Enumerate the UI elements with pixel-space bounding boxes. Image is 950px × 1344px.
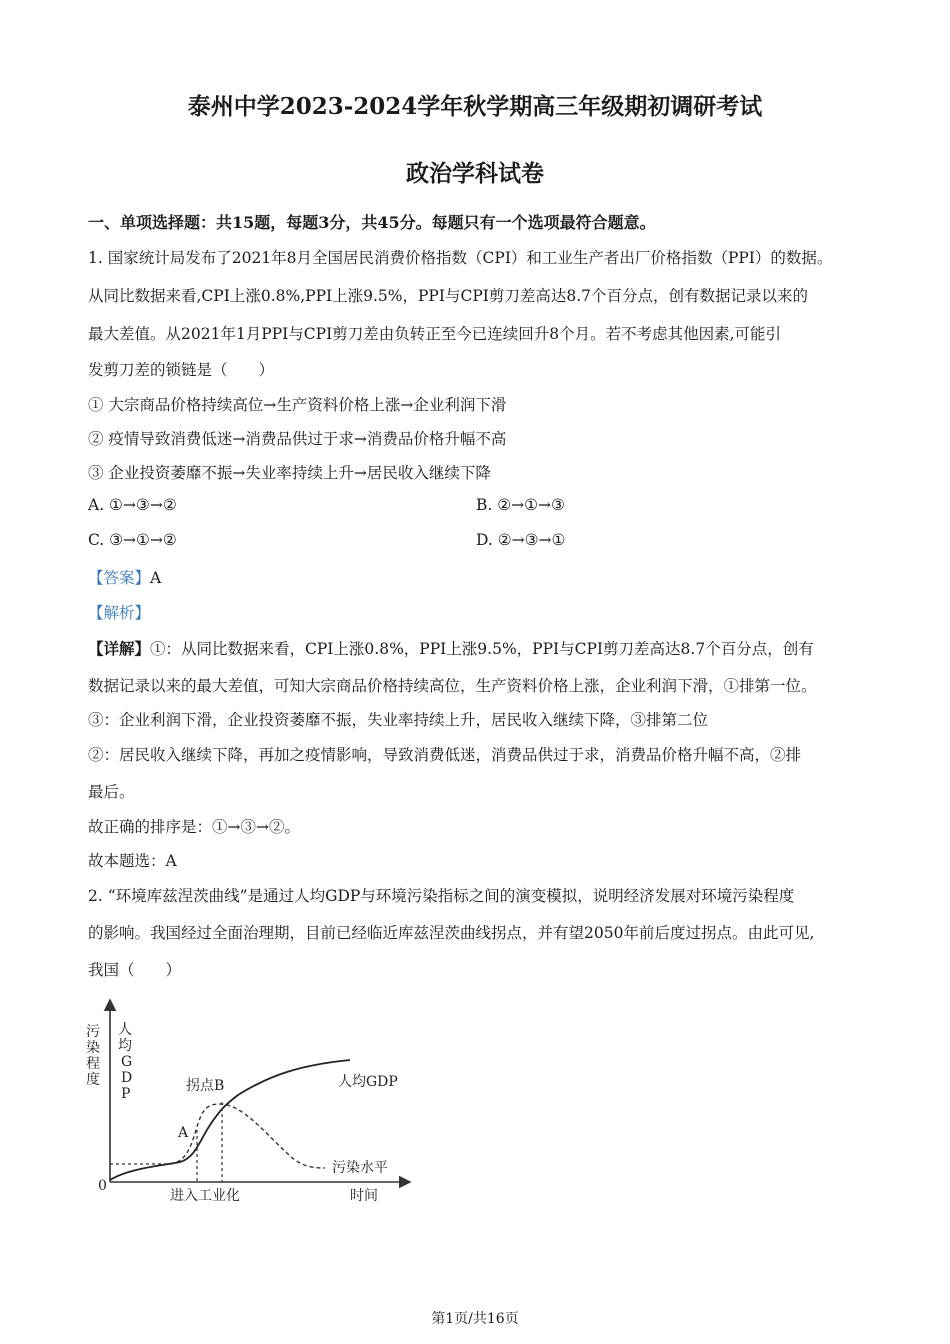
pollution-curve-label: 污染水平 xyxy=(332,1160,388,1176)
answer-value: A xyxy=(150,569,162,587)
svg-text:染: 染 xyxy=(86,1040,100,1056)
svg-text:污: 污 xyxy=(86,1024,100,1040)
q1-stem-line: 发剪刀差的锁链是（ ） xyxy=(88,361,275,379)
svg-text:P: P xyxy=(121,1086,131,1102)
q1-option-d: D. ②→③→① xyxy=(476,531,566,549)
answer-label: 【答案】 xyxy=(88,569,151,587)
q2-stem-line: 2. “环境库兹涅茨曲线”是通过人均GDP与环境污染指标之间的演变模拟，说明经济发展对环境污染程度 xyxy=(88,887,795,905)
svg-text:G: G xyxy=(121,1054,133,1070)
gdp-curve-label: 人均GDP xyxy=(338,1074,398,1090)
detail-label: 【详解】 xyxy=(88,639,151,658)
q1-stem-line: 从同比数据来看,CPI上涨0.8%,PPI上涨9.5%，PPI与CPI剪刀差高达8.7个百分点，创有数据记录以来的 xyxy=(88,287,809,305)
svg-text:D: D xyxy=(121,1070,133,1086)
q2-stem-line: 的影响。我国经过全面治理期，目前已经临近库兹涅茨曲线拐点，并有望2050年前后度过拐点。由此可见, xyxy=(88,924,815,942)
svg-text:均: 均 xyxy=(118,1038,132,1054)
q1-item-1: ① 大宗商品价格持续高位→生产资料价格上涨→企业利润下滑 xyxy=(88,396,507,414)
q1-stem-line: 最大差值。从2021年1月PPI与CPI剪刀差由负转正至今已连续回升8个月。若不考虑其他因素,可能引 xyxy=(88,325,781,343)
turning-point-b-label: 拐点B xyxy=(186,1078,225,1094)
svg-text:度: 度 xyxy=(86,1072,100,1088)
exam-title: 泰州中学2023-2024学年秋学期高三年级期初调研考试 xyxy=(187,93,763,120)
q1-detail-line xyxy=(88,637,814,659)
svg-text:人: 人 xyxy=(118,1022,132,1038)
q1-item-2: ② 疫情导致消费低迷→消费品供过于求→消费品价格升幅不高 xyxy=(88,430,507,448)
q1-answer xyxy=(88,566,161,588)
q1-option-b: B. ②→①→③ xyxy=(476,496,565,514)
q1-detail-line: 数据记录以来的最大差值，可知大宗商品价格持续高位，生产资料价格上涨，企业利润下滑，①排第一位。 xyxy=(88,677,817,695)
q1-detail-line: 故本题选：A xyxy=(88,852,177,870)
exam-subtitle: 政治学科试卷 xyxy=(406,160,544,187)
q1-stem-line: 1. 国家统计局发布了2021年8月全国居民消费价格指数（CPI）和工业生产者出厂价格指数（PPI）的数据。 xyxy=(88,249,833,267)
q1-option-c: C. ③→①→② xyxy=(88,531,177,549)
detail-text: ①：从同比数据来看，CPI上涨0.8%，PPI上涨9.5%，PPI与CPI剪刀差高达8.7个百分点，创有 xyxy=(150,640,814,658)
y-axis-label-gdp xyxy=(118,1022,132,1102)
q1-detail-line: 最后。 xyxy=(88,783,135,801)
q1-detail-line: ③：企业利润下滑，企业投资萎靡不振，失业率持续上升，居民收入继续下降，③排第二位 xyxy=(88,711,709,729)
x-mark-label: 进入工业化 xyxy=(170,1188,240,1204)
svg-text:程: 程 xyxy=(86,1056,100,1072)
section-heading: 一、单项选择题：共15题，每题3分，共45分。每题只有一个选项最符合题意。 xyxy=(88,213,656,232)
pollution-curve xyxy=(170,1104,325,1168)
q1-detail-line: ②：居民收入继续下降，再加之疫情影响，导致消费低迷，消费品供过于求，消费品价格升幅不高，②排 xyxy=(88,746,802,764)
q1-option-a: A. ①→③→② xyxy=(88,496,177,514)
q1-detail-line: 故正确的排序是：①→③→②。 xyxy=(88,818,300,836)
origin-label: 0 xyxy=(98,1178,107,1194)
page-footer: 第1页/共16页 xyxy=(431,1311,519,1327)
q1-item-3: ③ 企业投资萎靡不振→失业率持续上升→居民收入继续下降 xyxy=(88,464,491,482)
gdp-curve xyxy=(110,1060,350,1180)
q2-stem-line: 我国（ ） xyxy=(88,961,182,979)
x-axis-label: 时间 xyxy=(350,1188,378,1204)
analysis-label: 【解析】 xyxy=(88,604,151,622)
y-axis-label-pollution xyxy=(86,1024,100,1088)
kuznets-curve-figure xyxy=(80,990,420,1210)
point-a-label: A xyxy=(178,1125,189,1141)
